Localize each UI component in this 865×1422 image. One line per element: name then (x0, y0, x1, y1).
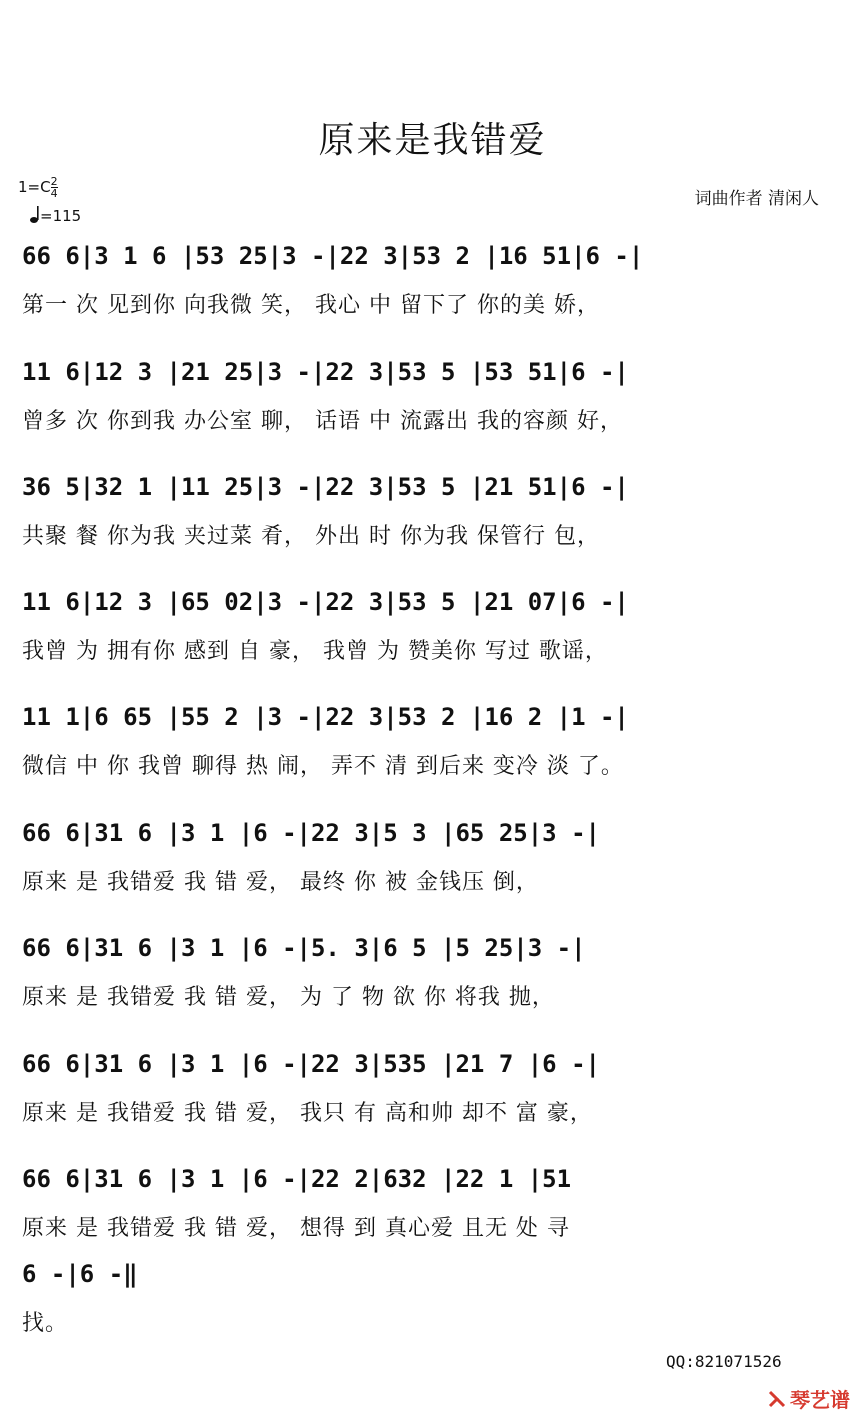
notation-line: 11 1|6 65 |55 2 |3 -|22 3|53 2 |16 2 |1 -| (22, 703, 629, 731)
notation-line: 66 6|31 6 |3 1 |6 -|22 2|632 |22 1 |51 (22, 1165, 572, 1193)
logo-mark-icon (768, 1390, 786, 1408)
page-title: 原来是我错爱 (318, 120, 547, 161)
score-row (22, 467, 847, 577)
time-numerator: 2 (50, 175, 58, 188)
tempo-marking (30, 206, 81, 225)
lyrics-line: 我曾 为 拥有你 感到 自 豪， 我曾 为 赞美你 写过 歌谣， (22, 639, 608, 664)
notation-line: 11 6|12 3 |21 25|3 -|22 3|53 5 |53 51|6 -| (22, 358, 629, 386)
tempo-value: =115 (40, 207, 82, 225)
author-credit: 词曲作者 清闲人 (694, 189, 819, 209)
qq-contact: QQ:821071526 (666, 1352, 782, 1371)
quarter-note-icon (30, 206, 40, 224)
time-denominator: 4 (50, 187, 58, 200)
score-row (22, 352, 847, 462)
notation-line: 66 6|31 6 |3 1 |6 -|22 3|535 |21 7 |6 -| (22, 1050, 600, 1078)
time-signature (51, 176, 58, 199)
lyrics-line: 原来 是 我错爱 我 错 爱， 想得 到 真心爱 且无 处 寻 (22, 1216, 570, 1241)
lyrics-line: 原来 是 我错爱 我 错 爱， 为 了 物 欲 你 将我 抛， (22, 985, 555, 1010)
lyrics-line: 第一 次 见到你 向我微 笑， 我心 中 留下了 你的美 娇， (22, 293, 600, 318)
score-row (22, 236, 847, 346)
score-row (22, 928, 847, 1038)
logo-text: 琴艺谱 (790, 1388, 850, 1412)
key-signature (18, 176, 58, 199)
notation-line: 11 6|12 3 |65 02|3 -|22 3|53 5 |21 07|6 -| (22, 588, 629, 616)
score-row (22, 1044, 847, 1154)
score-row (22, 1254, 847, 1364)
notation-line: 66 6|3 1 6 |53 25|3 -|22 3|53 2 |16 51|6 -| (22, 242, 644, 270)
score-row (22, 1159, 847, 1269)
score-row (22, 582, 847, 692)
lyrics-line: 原来 是 我错爱 我 错 爱， 我只 有 高和帅 却不 富 豪， (22, 1101, 593, 1126)
lyrics-line: 微信 中 你 我曾 聊得 热 闹， 弄不 清 到后来 变冷 淡 了。 (22, 754, 624, 779)
notation-line: 6 -|6 -‖ (22, 1260, 138, 1288)
notation-line: 66 6|31 6 |3 1 |6 -|5. 3|6 5 |5 25|3 -| (22, 934, 586, 962)
lyrics-line: 共聚 餐 你为我 夹过菜 肴， 外出 时 你为我 保管行 包， (22, 524, 600, 549)
notation-line: 66 6|31 6 |3 1 |6 -|22 3|5 3 |65 25|3 -| (22, 819, 600, 847)
score-row (22, 697, 847, 807)
key-prefix: 1=C (18, 178, 51, 196)
lyrics-line: 找。 (22, 1311, 69, 1336)
score-row (22, 813, 847, 923)
notation-line: 36 5|32 1 |11 25|3 -|22 3|53 5 |21 51|6 -| (22, 473, 629, 501)
lyrics-line: 曾多 次 你到我 办公室 聊， 话语 中 流露出 我的容颜 好， (22, 409, 623, 434)
site-logo (768, 1384, 850, 1413)
lyrics-line: 原来 是 我错爱 我 错 爱， 最终 你 被 金钱压 倒， (22, 870, 539, 895)
